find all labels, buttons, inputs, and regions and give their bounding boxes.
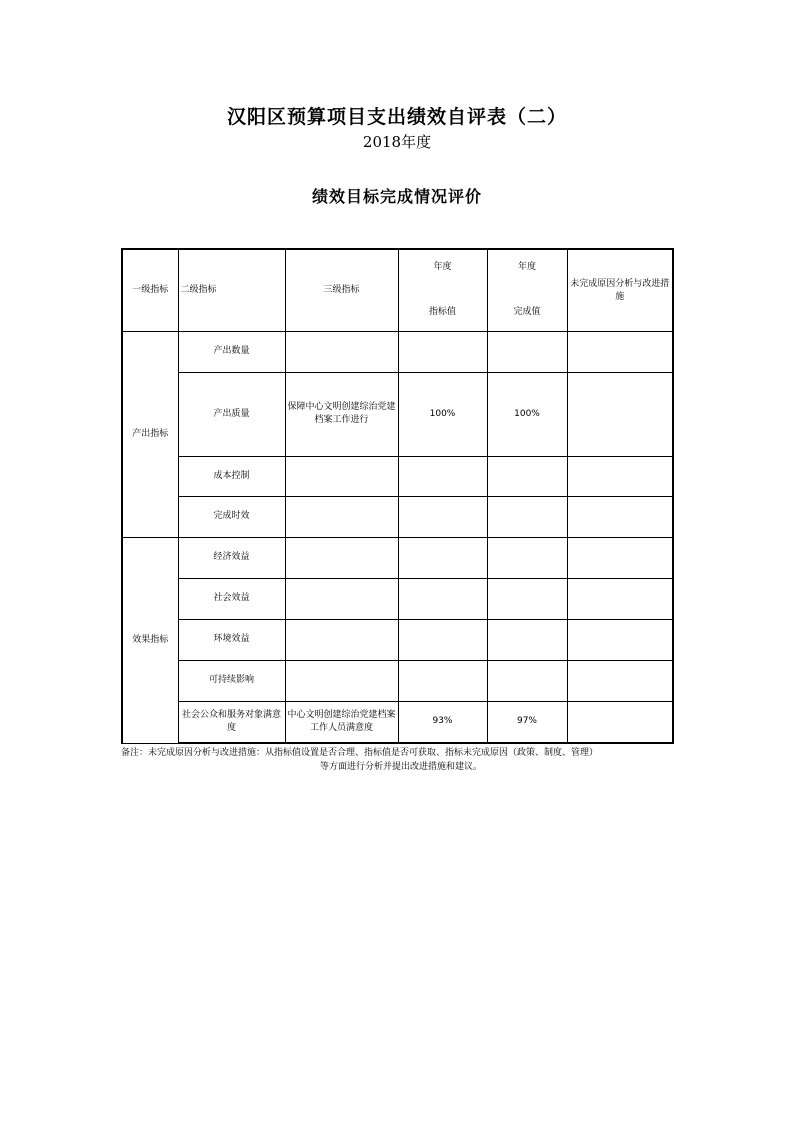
- header-analysis: 未完成原因分析与改进措施: [567, 249, 673, 331]
- level2-cell: 成本控制: [178, 456, 285, 496]
- header-level3: 三级指标: [285, 249, 398, 331]
- level3-cell: [285, 331, 398, 372]
- target-cell: [398, 578, 487, 619]
- actual-cell: [487, 496, 567, 537]
- header-actual-top: 年度: [517, 262, 536, 273]
- header-row: [122, 249, 673, 331]
- actual-cell: [487, 537, 567, 578]
- analysis-cell: [567, 456, 673, 496]
- level3-cell: 保障中心文明创建综治党建档案工作进行: [285, 372, 398, 456]
- table-row: [122, 701, 673, 743]
- target-cell: [398, 456, 487, 496]
- level3-cell: [285, 496, 398, 537]
- level2-cell: 经济效益: [178, 537, 285, 578]
- actual-cell: 97%: [487, 701, 567, 743]
- level2-cell: 产出质量: [178, 372, 285, 456]
- level2-cell: 社会公众和服务对象满意度: [178, 701, 285, 743]
- target-cell: [398, 537, 487, 578]
- group-effect: 效果指标: [122, 537, 178, 743]
- table-row: [122, 496, 673, 537]
- actual-cell: 100%: [487, 372, 567, 456]
- actual-cell: [487, 660, 567, 701]
- target-cell: [398, 496, 487, 537]
- level2-cell: 可持续影响: [178, 660, 285, 701]
- header-target: [398, 249, 487, 331]
- level2-cell: 环境效益: [178, 619, 285, 660]
- actual-cell: [487, 619, 567, 660]
- table-row: [122, 578, 673, 619]
- analysis-cell: [567, 537, 673, 578]
- section-subtitle: 绩效目标完成情况评价: [311, 187, 482, 206]
- analysis-cell: [567, 372, 673, 456]
- performance-table: [121, 248, 674, 744]
- level2-cell: 产出数量: [178, 331, 285, 372]
- target-cell: 100%: [398, 372, 487, 456]
- target-cell: [398, 619, 487, 660]
- level3-cell: [285, 456, 398, 496]
- table-row: [122, 456, 673, 496]
- table-row: [122, 331, 673, 372]
- header-level1: 一级指标: [122, 249, 178, 331]
- analysis-cell: [567, 496, 673, 537]
- footnote-line-2: 等方面进行分析并提出改进措施和建议。: [319, 762, 482, 772]
- fiscal-year: 2018年度: [362, 133, 432, 151]
- header-level2: 二级指标: [178, 249, 285, 331]
- table-row: [122, 372, 673, 456]
- level3-cell: [285, 619, 398, 660]
- actual-cell: [487, 578, 567, 619]
- analysis-cell: [567, 660, 673, 701]
- target-cell: 93%: [398, 701, 487, 743]
- header-actual-bottom: 完成值: [513, 307, 541, 318]
- table-row: [122, 619, 673, 660]
- analysis-cell: [567, 331, 673, 372]
- target-cell: [398, 660, 487, 701]
- footnote: [121, 746, 681, 774]
- table-row: [122, 660, 673, 701]
- header-target-top: 年度: [433, 262, 452, 273]
- target-cell: [398, 331, 487, 372]
- header-target-bottom: 指标值: [428, 307, 456, 318]
- level2-cell: 完成时效: [178, 496, 285, 537]
- page-title: 汉阳区预算项目支出绩效自评表（二）: [226, 106, 567, 128]
- level3-cell: [285, 660, 398, 701]
- level3-cell: [285, 537, 398, 578]
- table-row: [122, 537, 673, 578]
- level2-cell: 社会效益: [178, 578, 285, 619]
- footnote-line-1: 备注：未完成原因分析与改进措施：从指标值设置是否合理、指标值是否可获取、指标未完成原因（政策、制度、管理）: [121, 748, 599, 758]
- level3-cell: 中心文明创建综治党建档案工作人员满意度: [285, 701, 398, 743]
- level3-cell: [285, 578, 398, 619]
- analysis-cell: [567, 619, 673, 660]
- analysis-cell: [567, 578, 673, 619]
- analysis-cell: [567, 701, 673, 743]
- actual-cell: [487, 456, 567, 496]
- header-actual: [487, 249, 567, 331]
- group-output: 产出指标: [122, 331, 178, 537]
- actual-cell: [487, 331, 567, 372]
